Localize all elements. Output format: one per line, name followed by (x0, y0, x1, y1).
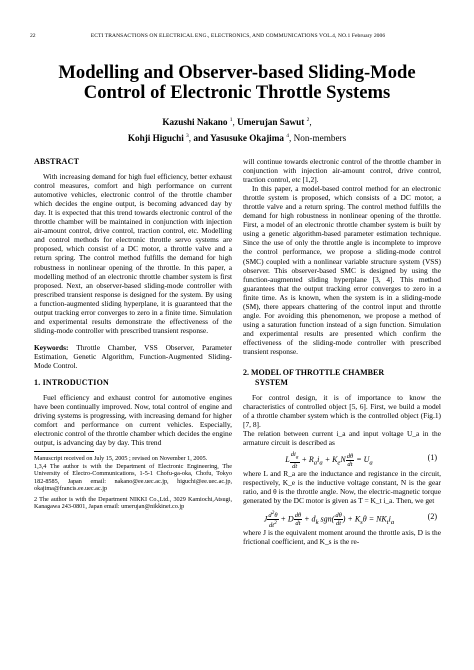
footnote-affiliation-1: 1,3,4 The author is with the Department of Electronic Engineering, The University of Electro-Communications, 1-5-1 Chofu-ga-oka, Chofu, Tokyo 182-8585, Japan email: nakano@ee.uec.ac.jp, higuchi@ee.uec.ac.jp, okajima@francis.ee.uec.ac.jp (34, 462, 232, 493)
keywords-label: Keywords: (34, 342, 69, 352)
section-2-heading-line-1: 2. MODEL OF THROTTLE CHAMBER (243, 368, 385, 378)
member-note: Non-members (293, 132, 347, 143)
journal-header: ECTI TRANSACTIONS ON ELECTRICAL ENG., ELECTRONICS, AND COMMUNICATIONS VOL.4, NO.1 February 2006 (90, 33, 386, 39)
equation-2-body: J $\frac{d^2\theta}{dt^2}$ + D $\frac{d\theta}{dt}$ + $d_k$ sgn( $\frac{d\theta}{dt}$ ) + $K_s\theta = NK_ti_a$ (263, 509, 395, 529)
author-line-1: Kazushi Nakano $^1$, Umerujan Sawut $^2$, (162, 117, 312, 127)
left-column (34, 157, 232, 511)
author-list (20, 114, 454, 145)
section-2-paragraph-1: For control design, it is of importance to know the characteristics of controlled object [5, 6]. First, we build a model of a throttle chamber system which is the controlled object (Fig.1) [7, 8]. (243, 393, 441, 430)
abstract-heading: ABSTRACT (34, 157, 80, 166)
author-line-2: Kohji Higuchi $^3$, and Yasusuke Okajima $^4$, Non-members (127, 132, 347, 143)
section-2-heading-line-2: SYSTEM (255, 377, 288, 387)
author-name: Yasusuke Okajima (210, 132, 284, 143)
section-2-paragraph-3: where L and R_a are the inductance and registance in the circuit, respectively, K_e is the inductive voltage constant, N is the gear ratio, and θ is the throttle angle. Now, the electric-magnetic torque generated by the DC motor is given as T = K_t i_a. Then, we get (243, 469, 441, 506)
author-name: Kohji Higuchi (127, 132, 184, 143)
intro-heading: 1. INTRODUCTION (34, 378, 110, 388)
keywords-text: Throttle Chamber, VSS Observer, Parameter Estimation, Genetic Algorithm, Function-Augmented Sliding-Mode Control. (34, 342, 232, 370)
section-2-heading (243, 368, 441, 387)
section-2-paragraph-4: where J is the equivalent moment around the throttle axis, D is the frictional coefficient, and K_s is the re- (243, 527, 441, 546)
intro-paragraph-2: In this paper, a model-based control method for an electronic throttle system is proposed, which consists of a DC motor, a throttle valve and a return spring. The control method fulfills the demand for high robustness in nonlinear opening of the throttle. First, a model of an electronic throttle chamber system is built by using a genetic algorithm-based parameter estimation technique. Since the use of only the throttle angle is incomplete to improve the control performance, we propose a sliding-mode control (SMC) coupled with a nonlinear variable structure system (VSS) observer. This observer-based SMC is designed by using the function-augmented sliding hyperplane [3, 4]. This method guarantees that the output tracking error converges to zero in a finite time. As is known, when the system is in a sliding-mode (SM), there appears chattering of the control input and throttle angle. For avoiding this phenomenon, we propose a method of using a saturation function instead of a sign function. Simulation and experimental results are presented which confirm the effectiveness of the sliding-mode controller with prescribed transient response. (243, 184, 441, 356)
intro-continued: will continue towards electronic control of the throttle chamber in conjunction with injection air-amount control, drive control, traction control, etc [1,2]. (243, 157, 441, 185)
equation-1-body: L $\frac{di_a}{dt}$ + $R_ai_a + K_eN$ $\frac{d\theta}{dt}$ = $U_a$ (285, 451, 373, 470)
footnote-received: Manuscript received on July 15, 2005 ; revised on November 1, 2005. (34, 455, 208, 463)
author-affil: 1 (229, 117, 233, 123)
author-name: Kazushi Nakano (162, 117, 228, 127)
author-name: Umerujan Sawut (237, 117, 305, 127)
right-column (243, 157, 441, 546)
title-line-2: Control of Electronic Throttle Systems (83, 82, 391, 103)
title-line-1: Modelling and Observer-based Sliding-Mode (58, 62, 416, 83)
keywords (34, 343, 232, 370)
footnote-rule (34, 451, 94, 452)
author-affil: 3 (186, 132, 189, 139)
running-header (30, 30, 446, 42)
equation-2 (243, 506, 441, 528)
equation-1-number: (1) (427, 453, 437, 463)
equation-2-number: (2) (427, 511, 437, 521)
section-2-paragraph-2: The relation between current i_a and input voltage U_a in the armature circuit is described as (243, 429, 441, 448)
page-number: 22 (30, 33, 36, 39)
abstract-text: With increasing demand for high fuel efficiency, better exhaust control measures, comfort and high performance on current automotive vehicles, electronic control of the throttle chamber which decides the engine output, is becoming advanced day by day. It is expected that this trend towards electronic control of the throttle chamber will be maintained in conjunction with injection air-amount control, drive control, traction control, etc. Modelling and control methods for electronic throttle servo systems are proposed, which consist of a DC motor, a throttle valve and a return spring. The control method fulfills the demand for high robustness in nonlinear opening of the throttle. In this paper, a modelling method of an electronic throttle chamber system is first proposed. Next, an observer-based sliding-mode controller with prescribed transient response is designed for the system. By using a function-augmented sliding hyperplane, it is guaranteed that the output tracking error converges to zero in a finite time. Simulation and experimental results demonstrate the effectiveness of the sliding-mode controller with prescribed transient response. (34, 172, 232, 335)
intro-text: Fuel efficiency and exhaust control for automotive engines have been continually improved. Now, total control of engine and driving systems is progressing, with increasing demand for higher comfort and performance on current vehicles. Especially, electronic control of the throttle chamber which decides the engine output, is advancing day by day. This trend (34, 393, 232, 448)
author-affil: 4 (286, 132, 289, 139)
paper-title (20, 63, 454, 103)
author-affil: 2 (306, 117, 310, 123)
footnote-affiliation-2: 2 The author is with the Department NIKKI Co.,Ltd., 3029 Kamiochi,Atsugi, Kanagawa 243-0801, Japan email: umerujan@nikkinet.co.jp (34, 495, 232, 511)
equation-1 (243, 447, 441, 469)
